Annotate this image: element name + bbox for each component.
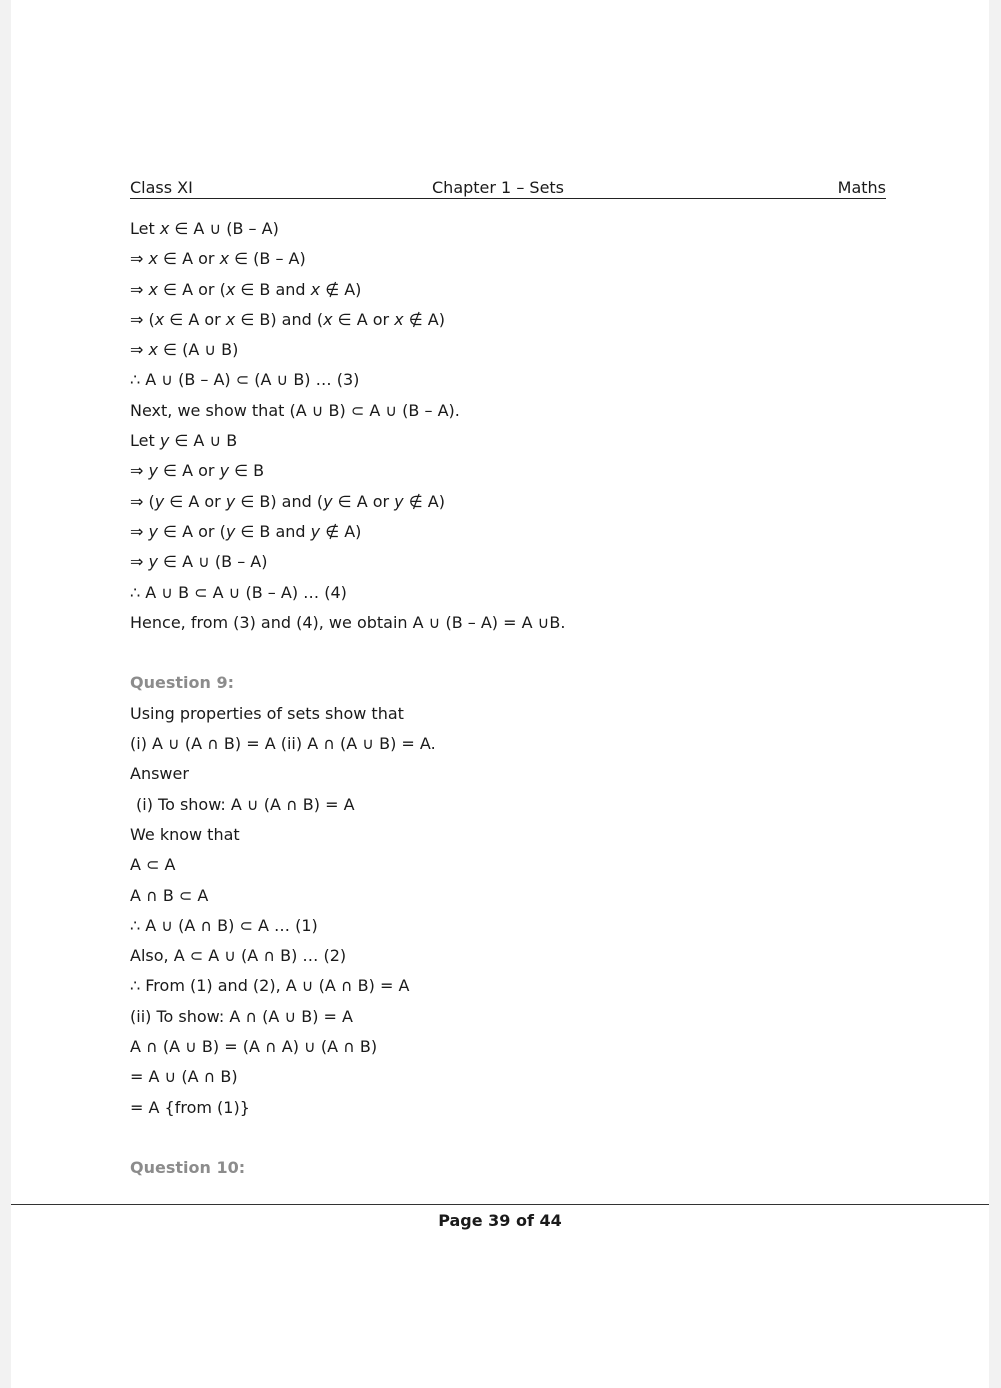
question-10-title: Question 10: bbox=[130, 1158, 246, 1178]
proof-line: ∴ A ∪ B ⊂ A ∪ (B – A) … (4) bbox=[130, 582, 347, 602]
header-class: Class XI bbox=[130, 178, 193, 197]
proof-line: ⇒ x ∈ A or x ∈ (B – A) bbox=[130, 249, 306, 269]
spacer bbox=[130, 638, 910, 668]
question-9-block bbox=[130, 668, 910, 1122]
answer-line: A ⊂ A bbox=[130, 855, 176, 875]
answer-line: ∴ A ∪ (A ∩ B) ⊂ A … (1) bbox=[130, 915, 318, 935]
proof-line: ⇒ y ∈ A or y ∈ B bbox=[130, 461, 265, 481]
page-number: Page 39 of 44 bbox=[438, 1211, 562, 1230]
question-statement: (i) A ∪ (A ∩ B) = A (ii) A ∩ (A ∪ B) = A. bbox=[130, 734, 436, 754]
proof-line: ⇒ (y ∈ A or y ∈ B) and (y ∈ A or y ∉ A) bbox=[130, 491, 445, 511]
document-page bbox=[11, 0, 989, 1388]
page-content bbox=[130, 214, 910, 1184]
answer-line: (ii) To show: A ∩ (A ∪ B) = A bbox=[130, 1006, 353, 1026]
proof-line: ∴ A ∪ (B – A) ⊂ (A ∪ B) … (3) bbox=[130, 370, 360, 390]
answer-line: A ∩ B ⊂ A bbox=[130, 885, 209, 905]
header-chapter: Chapter 1 – Sets bbox=[432, 178, 565, 197]
page-header bbox=[130, 176, 886, 199]
answer-line: = A {from (1)} bbox=[130, 1097, 250, 1117]
answer-line: Also, A ⊂ A ∪ (A ∩ B) … (2) bbox=[130, 946, 347, 966]
question-statement: Using properties of sets show that bbox=[130, 703, 404, 723]
proof-line: ⇒ x ∈ (A ∪ B) bbox=[130, 340, 239, 360]
header-subject: Maths bbox=[837, 178, 886, 197]
proof-line: ⇒ y ∈ A ∪ (B – A) bbox=[130, 552, 268, 572]
answer-line: = A ∪ (A ∩ B) bbox=[130, 1067, 238, 1087]
spacer bbox=[130, 1123, 910, 1153]
footer-divider bbox=[11, 1204, 989, 1205]
proof-line: Next, we show that (A ∪ B) ⊂ A ∪ (B – A). bbox=[130, 400, 460, 420]
answer-label: Answer bbox=[130, 764, 189, 784]
proof-line: ⇒ x ∈ A or (x ∈ B and x ∉ A) bbox=[130, 279, 362, 299]
proof-line: Hence, from (3) and (4), we obtain A ∪ (B – A) = A ∪B. bbox=[130, 612, 566, 632]
answer-line: ∴ From (1) and (2), A ∪ (A ∩ B) = A bbox=[130, 976, 410, 996]
proof-line: ⇒ y ∈ A or (y ∈ B and y ∉ A) bbox=[130, 521, 362, 541]
part-1-heading: (i) To show: A ∪ (A ∩ B) = A bbox=[136, 794, 355, 814]
proof-line: Let x ∈ A ∪ (B – A) bbox=[130, 219, 279, 238]
proof-line: Let y ∈ A ∪ B bbox=[130, 431, 238, 451]
question-9-title: Question 9: bbox=[130, 673, 234, 693]
answer-line: We know that bbox=[130, 824, 240, 844]
answer-line: A ∩ (A ∪ B) = (A ∩ A) ∪ (A ∩ B) bbox=[130, 1037, 378, 1057]
proof-block bbox=[130, 214, 910, 638]
proof-line: ⇒ (x ∈ A or x ∈ B) and (x ∈ A or x ∉ A) bbox=[130, 309, 445, 329]
